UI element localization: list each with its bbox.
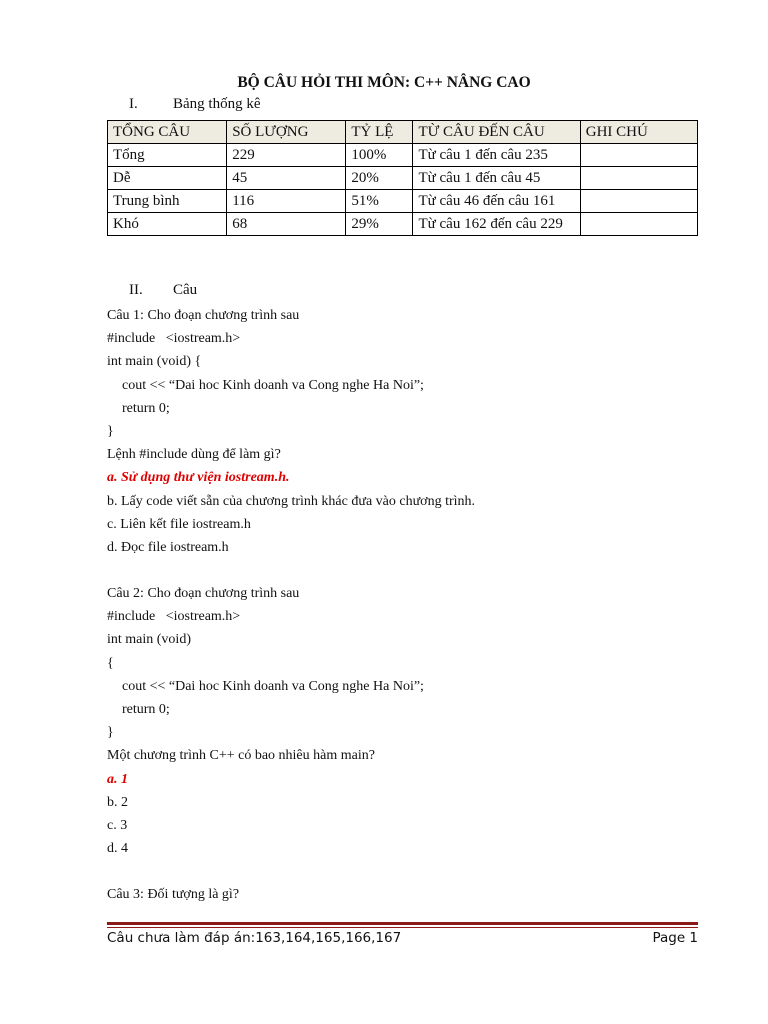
footer-note: Câu chưa làm đáp án:163,164,165,166,167 bbox=[107, 930, 402, 946]
answer-option: d. 4 bbox=[107, 841, 128, 857]
table-header-row bbox=[108, 121, 698, 144]
table-cell: 100% bbox=[346, 144, 413, 167]
spacer bbox=[107, 860, 475, 883]
table-cell: Từ câu 46 đến câu 161 bbox=[413, 190, 580, 213]
table-header-cell: TỶ LỆ bbox=[346, 121, 413, 144]
table-cell: 51% bbox=[346, 190, 413, 213]
question-2-prompt: Câu 2: Cho đoạn chương trình sau bbox=[107, 586, 300, 602]
footer-rule-thin bbox=[107, 927, 698, 928]
table-row bbox=[108, 144, 698, 167]
table-cell: 29% bbox=[346, 213, 413, 236]
code-line: return 0; bbox=[122, 400, 170, 416]
table-cell: Từ câu 1 đến câu 45 bbox=[413, 167, 580, 190]
question-3-prompt: Câu 3: Đối tượng là gì? bbox=[107, 887, 240, 903]
table-header-cell: TỔNG CÂU bbox=[108, 121, 227, 144]
answer-option: d. Đọc file iostream.h bbox=[107, 539, 229, 555]
section-number: I. bbox=[129, 96, 138, 112]
section-title: Câu bbox=[173, 282, 198, 298]
table-cell bbox=[580, 190, 697, 213]
question-2-text: Một chương trình C++ có bao nhiêu hàm main? bbox=[107, 748, 375, 764]
table-cell: 116 bbox=[227, 190, 346, 213]
answer-option-correct: a. 1 bbox=[107, 771, 128, 787]
code-line: { bbox=[107, 655, 114, 671]
answer-option: c. 3 bbox=[107, 817, 128, 833]
table-cell: Từ câu 162 đến câu 229 bbox=[413, 213, 580, 236]
question-list bbox=[107, 304, 475, 907]
table-row bbox=[108, 213, 698, 236]
table-cell bbox=[580, 144, 697, 167]
answer-option: c. Liên kết file iostream.h bbox=[107, 516, 251, 532]
table-cell: 229 bbox=[227, 144, 346, 167]
page-number: Page 1 bbox=[652, 930, 698, 946]
code-line: int main (void) { bbox=[107, 354, 202, 370]
table-header-cell: TỪ CÂU ĐẾN CÂU bbox=[413, 121, 580, 144]
answer-option: b. Lấy code viết sẵn của chương trình khác đưa vào chương trình. bbox=[107, 493, 476, 509]
code-line: #include <iostream.h> bbox=[107, 609, 241, 625]
table-row bbox=[108, 190, 698, 213]
code-line: } bbox=[107, 725, 114, 741]
table-cell: Khó bbox=[108, 213, 227, 236]
table-cell bbox=[580, 167, 697, 190]
table-cell: Trung bình bbox=[108, 190, 227, 213]
footer-rule-thick bbox=[107, 922, 698, 925]
table-cell bbox=[580, 213, 697, 236]
statistics-table bbox=[107, 120, 698, 236]
question-1-prompt: Câu 1: Cho đoạn chương trình sau bbox=[107, 308, 300, 323]
code-line: #include <iostream.h> bbox=[107, 331, 241, 347]
table-cell: 45 bbox=[227, 167, 346, 190]
table-cell: Từ câu 1 đến câu 235 bbox=[413, 144, 580, 167]
code-line: cout << “Dai hoc Kinh doanh va Cong nghe Ha Noi”; bbox=[122, 377, 424, 393]
code-line: cout << “Dai hoc Kinh doanh va Cong nghe Ha Noi”; bbox=[122, 678, 424, 694]
table-cell: 20% bbox=[346, 167, 413, 190]
document-title: BỘ CÂU HỎI THI MÔN: C++ NÂNG CAO bbox=[237, 74, 531, 91]
answer-option: b. 2 bbox=[107, 794, 128, 810]
table-cell: Tổng bbox=[108, 144, 227, 167]
page-footer bbox=[107, 930, 698, 952]
table-row bbox=[108, 167, 698, 190]
section-number: II. bbox=[129, 282, 143, 298]
question-1-text: Lệnh #include dùng để làm gì? bbox=[107, 447, 281, 463]
code-line: int main (void) bbox=[107, 632, 191, 648]
answer-option-correct: a. Sử dụng thư viện iostream.h. bbox=[107, 470, 290, 486]
code-line: } bbox=[107, 423, 114, 439]
table-cell: 68 bbox=[227, 213, 346, 236]
code-line: return 0; bbox=[122, 702, 170, 717]
table-cell: Dễ bbox=[108, 167, 227, 190]
section-title: Bảng thống kê bbox=[173, 96, 261, 112]
table-header-cell: GHI CHÚ bbox=[580, 121, 697, 144]
spacer bbox=[107, 559, 475, 582]
table-header-cell: SỐ LƯỢNG bbox=[227, 121, 346, 144]
